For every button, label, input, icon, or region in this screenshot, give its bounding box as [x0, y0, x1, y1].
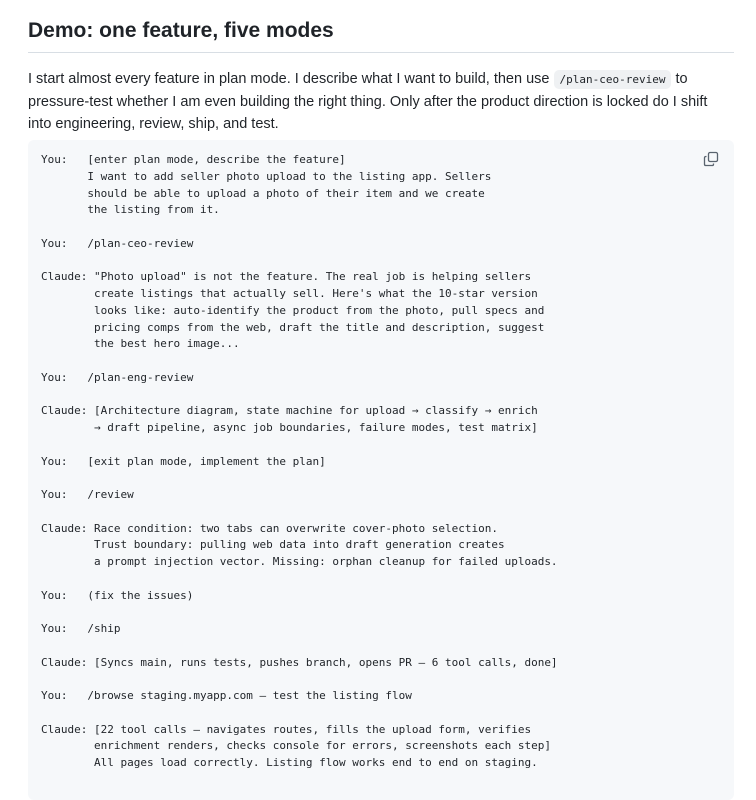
- code-content: [28, 140, 734, 772]
- code-line: You: [enter plan mode, describe the feature]: [41, 153, 346, 166]
- code-line: the best hero image...: [41, 337, 240, 351]
- code-line: You: /plan-eng-review: [41, 370, 194, 384]
- code-line: You: /browse staging.myapp.com — test the listing flow: [41, 689, 412, 702]
- code-line: All pages load correctly. Listing flow works end to end on staging.: [41, 756, 538, 769]
- code-line: Claude: [Syncs main, runs tests, pushes branch, opens PR — 6 tool calls, done]: [41, 655, 558, 669]
- code-line: You: (fix the issues): [41, 588, 194, 602]
- code-block: [28, 140, 734, 800]
- copy-icon[interactable]: [702, 150, 720, 168]
- code-line: You: /review: [41, 488, 134, 501]
- code-line: You: /ship: [41, 622, 121, 635]
- code-line: Claude: [22 tool calls — navigates routes, fills the upload form, verifies: [41, 722, 532, 736]
- code-line: Claude: [Architecture diagram, state machine for upload → classify → enrich: [41, 404, 538, 418]
- intro-paragraph: [28, 68, 728, 135]
- inline-code-command: /plan-ceo-review: [554, 70, 672, 89]
- code-line: should be able to upload a photo of their item and we create: [41, 186, 485, 200]
- code-line: → draft pipeline, async job boundaries, failure modes, test matrix]: [41, 421, 538, 434]
- code-line: Claude: Race condition: two tabs can overwrite cover-photo selection.: [41, 521, 498, 535]
- code-line: the listing from it.: [41, 203, 220, 217]
- copy-icon-glyph: [702, 150, 720, 168]
- code-line: looks like: auto-identify the product from the photo, pull specs and: [41, 303, 545, 317]
- code-line: enrichment renders, checks console for errors, screenshots each step]: [41, 739, 551, 753]
- intro-text-after: to pressure-test whether I am even building the right thing. Only after the product direction is locked do I shift into engineering, review, ship, and test.: [28, 71, 708, 132]
- code-line: Claude: "Photo upload" is not the feature. The real job is helping sellers: [41, 270, 532, 284]
- intro-text-before: I start almost every feature in plan mode. I describe what I want to build, then use: [28, 71, 554, 87]
- code-line: You: [exit plan mode, implement the plan]: [41, 454, 326, 468]
- code-line: create listings that actually sell. Here's what the 10-star version: [41, 287, 538, 300]
- code-line: You: /plan-ceo-review: [41, 236, 194, 250]
- code-line: a prompt injection vector. Missing: orphan cleanup for failed uploads.: [41, 555, 558, 568]
- code-line: pricing comps from the web, draft the title and description, suggest: [41, 320, 545, 334]
- readme-section: [28, 0, 734, 769]
- code-line: Trust boundary: pulling web data into draft generation creates: [41, 538, 505, 552]
- code-line: I want to add seller photo upload to the listing app. Sellers: [41, 169, 492, 183]
- section-heading: Demo: one feature, five modes: [28, 0, 734, 53]
